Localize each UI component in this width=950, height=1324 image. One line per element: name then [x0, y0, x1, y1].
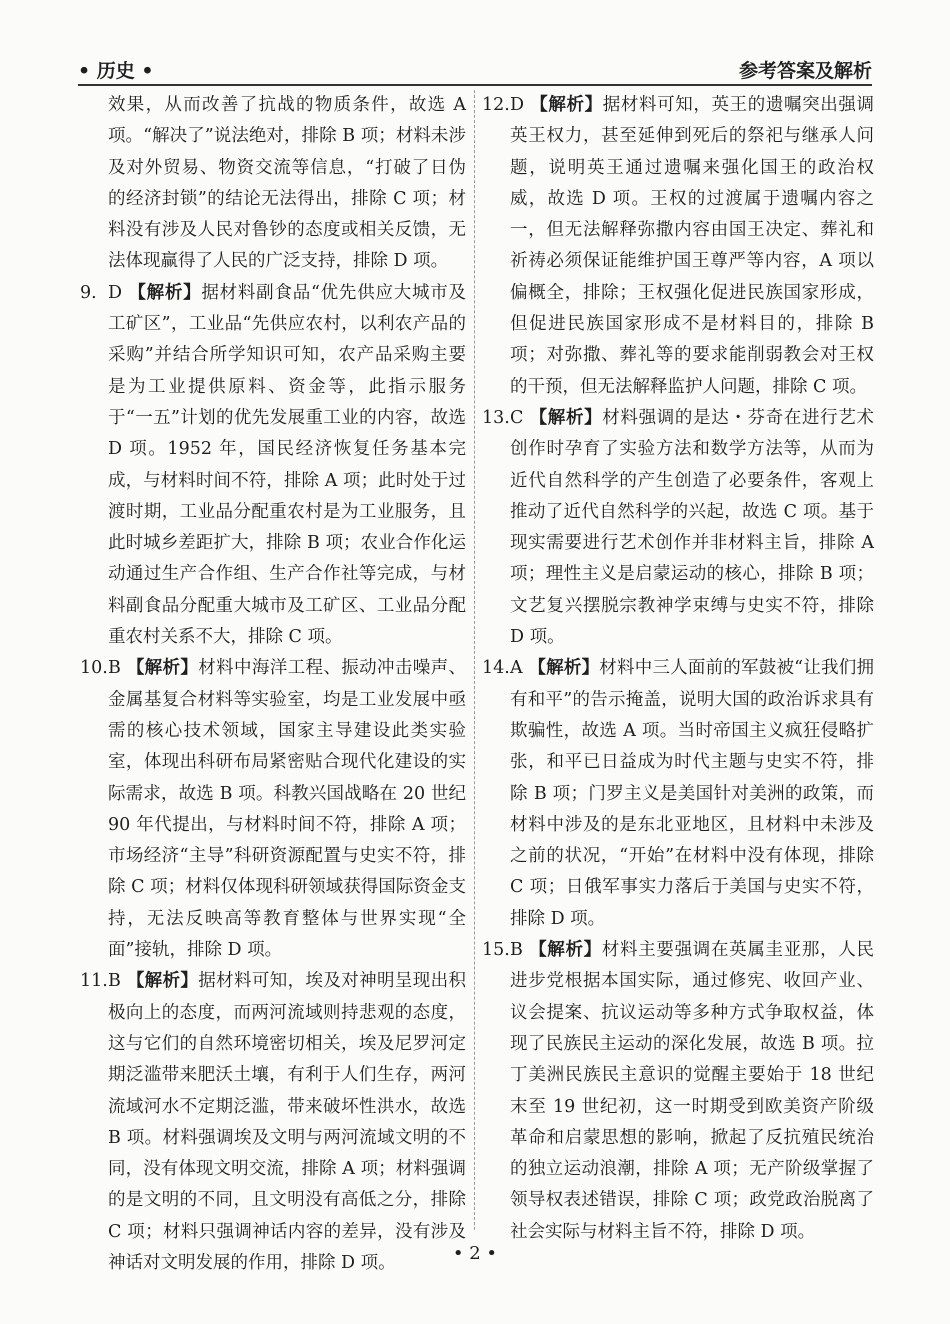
answer-item-15 [482, 935, 874, 1248]
item-number: 15. [482, 940, 510, 961]
analysis-tag: 【解析】 [126, 658, 199, 679]
analysis-tag: 【解析】 [530, 95, 603, 115]
answer-item-12 [482, 90, 874, 403]
item-number: 14. [482, 658, 510, 679]
subject-label: • 历史 • [78, 60, 154, 82]
item-text: 材料中海洋工程、振动冲击噪声、金属基复合材料等实验室，均是工业发展中亟需的核心技术领域，国家主导建设此类实验室，体现出科研布局紧密贴合现代化建设的实际需求，故选 B 项。科教兴国战略在 20 世纪 90 年代提出，与材料时间不符，排除 A 项；市场经济“主导”科研资源配置与史实不符，排除 C 项；材料仅体现科研领域获得国际资金支持，无法反映高等教育整体与世界实现“全面”接轨，排除 D 项。 [108, 658, 466, 961]
item-number: 10. [80, 658, 108, 679]
answer-item-11 [80, 966, 466, 1279]
analysis-tag: 【解析】 [529, 940, 602, 961]
item-answer: C [510, 407, 524, 428]
answer-item-9 [80, 278, 466, 654]
item-number: 11. [80, 971, 108, 992]
analysis-tag: 【解析】 [126, 971, 199, 992]
analysis-tag: 【解析】 [128, 282, 202, 303]
page-number: • 2 • [452, 1243, 498, 1264]
analysis-tag: 【解析】 [528, 658, 600, 679]
answer-item-10 [80, 653, 466, 966]
item-answer: A [510, 658, 523, 679]
page-header [78, 54, 872, 86]
continuation-paragraph: 效果，从而改善了抗战的物质条件，故选 A 项。“解决了”说法绝对，排除 B 项；材料未涉及对外贸易、物资交流等信息，“打破了日伪的经济封锁”的结论无法得出，排除 C 项；材料没有涉及人民对鲁钞的态度或相关反馈，无法体现赢得了人民的广泛支持，排除 D 项。 [108, 95, 466, 272]
answer-item-13 [482, 403, 874, 653]
right-column [482, 90, 874, 1248]
left-column [80, 90, 466, 1279]
item-text: 据材料可知，英王的遗嘱突出强调英王权力，甚至延伸到死后的祭祀与继承人问题，说明英王通过遗嘱来强化国王的政治权威，故选 D 项。王权的过渡属于遗嘱内容之一，但无法解释弥撒内容由国王决定、葬礼和祈祷必须保证能维护国王尊严等内容，A 项以偏概全，排除；王权强化促进民族国家形成，但促进民族国家形成不是材料目的，排除 B 项；对弥撒、葬礼等的要求能削弱教会对王权的干预，但无法解释监护人问题，排除 C 项。 [510, 95, 875, 397]
item-answer: B [108, 658, 121, 679]
item-answer: D [108, 282, 123, 303]
item-text: 据材料可知，埃及对神明呈现出积极向上的态度，而两河流域则持悲观的态度，这与它们的自然环境密切相关，埃及尼罗河定期泛滥带来肥沃土壤，有利于人们生存，两河流域河水不定期泛滥，带来破坏性洪水，故选 B 项。材料强调埃及文明与两河流域文明的不同，没有体现文明交流，排除 A 项；材料强调的是文明的不同，且文明没有高低之分，排除 C 项；材料只强调神话内容的差异，没有涉及神话对文明发展的作用，排除 D 项。 [108, 971, 466, 1273]
item-text: 材料主要强调在英属圭亚那，人民进步党根据本国实际，通过修宪、收回产业、议会提案、抗议运动等多种方式争取权益，体现了民族民主运动的深化发展，故选 B 项。拉丁美洲民族民主意识的觉醒主要始于 18 世纪末至 19 世纪初，这一时期受到欧美资产阶级革命和启蒙思想的影响，掀起了反抗殖民统治的独立运动浪潮，排除 A 项；无产阶级掌握了领导权表述错误，排除 C 项；政党政治脱离了社会实际与材料主旨不符，排除 D 项。 [510, 940, 874, 1242]
item-answer: D [510, 95, 525, 115]
item-text: 材料强调的是达・芬奇在进行艺术创作时孕育了实验方法和数学方法等，从而为近代自然科学的产生创造了必要条件，客观上推动了近代自然科学的兴起，故选 C 项。基于现实需要进行艺术创作并非材料主旨，排除 A 项；理性主义是启蒙运动的核心，排除 B 项；文艺复兴摆脱宗教神学束缚与史实不符，排除 D 项。 [510, 407, 874, 648]
item-answer: B [510, 940, 523, 961]
analysis-tag: 【解析】 [529, 407, 603, 428]
item-number: 9. [80, 282, 97, 303]
column-divider [474, 90, 475, 1230]
item-answer: B [108, 971, 121, 992]
answer-item-14 [482, 653, 874, 935]
item-text: 据材料副食品“优先供应大城市及工矿区”，工业品“先供应农村，以利农产品的采购”并结合所学知识可知，农产品采购主要是为工业提供原料、资金等，此指示服务于“一五”计划的优先发展重工业的内容，故选 D 项。1952 年，国民经济恢复任务基本完成，与材料时间不符，排除 A 项；此时处于过渡时期，工业品分配重农村是为工业服务，且此时城乡差距扩大，排除 B 项；农业合作化运动通过生产合作组、生产合作社等完成，与材料副食品分配重大城市及工矿区、工业品分配重农村关系不大，排除 C 项。 [108, 282, 466, 648]
item-text: 材料中三人面前的军鼓被“让我们拥有和平”的告示掩盖，说明大国的政治诉求具有欺骗性，故选 A 项。当时帝国主义疯狂侵略扩张，和平已日益成为时代主题与史实不符，排除 B 项；门罗主义是美国针对美洲的政策，而材料中涉及的是东北亚地区，且材料中未涉及之前的状况，“开始”在材料中没有体现，排除 C 项；日俄军事实力落后于美国与史实不符，排除 D 项。 [510, 658, 874, 929]
header-title: 参考答案及解析 [738, 60, 872, 82]
item-number: 12. [482, 95, 510, 115]
item-number: 13. [482, 407, 510, 428]
